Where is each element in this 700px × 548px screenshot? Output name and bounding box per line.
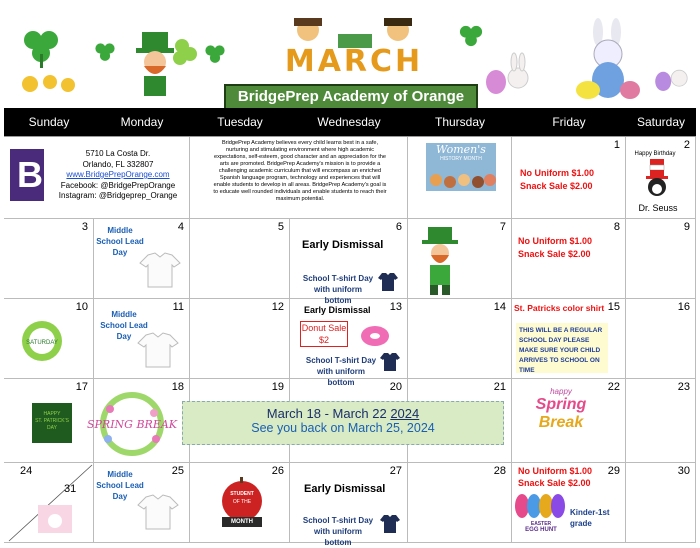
day-cell-27: 27 Early Dismissal School T-shirt Day with uniform bottom (290, 463, 408, 543)
day-cell-13: 13 Early Dismissal Donut Sale $2 School T-shirt Day with uniform bottom (290, 299, 408, 379)
bunny-egg-icon (652, 54, 692, 96)
bunny-card-icon (38, 505, 72, 533)
weekday-label: Friday (552, 115, 586, 129)
no-uniform-event: No Uniform $1.00 (518, 236, 593, 246)
svg-text:SPRING BREAK: SPRING BREAK (86, 418, 178, 431)
day-cell-10: 10 SATURDAY (4, 299, 94, 379)
donut-sale-event: Donut Sale $2 (301, 323, 347, 345)
day-cell-21: 21 (408, 379, 512, 463)
gold-coins-icon (20, 72, 76, 96)
facebook-handle: Facebook: @BridgePrepOrange (60, 180, 176, 190)
day-cell-14: 14 (408, 299, 512, 379)
kinder-grade-event: Kinder-1st grade (570, 508, 610, 528)
school-logo-icon (10, 149, 44, 201)
lucky-wreath-icon (18, 319, 66, 363)
school-tshirt-icon (380, 515, 400, 533)
day-cell-30: 30 (626, 463, 696, 543)
cat-in-hat-icon (640, 159, 674, 199)
instagram-handle: Instagram: @Bridgeprep_Orange (58, 191, 178, 200)
snack-sale-event: Snack Sale $2.00 (520, 181, 593, 191)
spring-break-dates: March 18 - March 22 2024 (266, 406, 420, 421)
weekday-label: Sunday (28, 115, 70, 129)
tshirt-day-event: School T-shirt Day with uniform bottom (302, 516, 374, 547)
month-word: MARCH (284, 44, 424, 79)
day-cell-24-31: 24 31 (4, 463, 94, 543)
svg-text:SATURDAY: SATURDAY (26, 340, 58, 346)
mission-statement: BridgePrep Academy believes every child learns best in a safe, nurturing and stimulating environment where high academic expectations, self-esteem, good character and an appreciation for the arts are promoted. BridgePrep Academy's mission is to provide a challenging academic curriculum that will encompass an enriched Spanish language program, technology and experiences that will enable students to develop in all areas. BridgePrep Academy's goal is to educate well rounded individuals and enable students to reach their maximum potential. (213, 140, 387, 202)
snack-sale-event: Snack Sale $2.00 (518, 478, 591, 488)
day-cell-22: 22 happy Spring Break (512, 379, 626, 463)
svg-text:B: B (17, 154, 43, 195)
easter-egg-hunt-icon: EASTER EGG HUNT (514, 491, 568, 537)
ms-lead-day-event: Middle School Lead Day (100, 310, 148, 341)
calendar-grid (4, 136, 696, 547)
day-cell-25: 25 Middle School Lead Day (94, 463, 190, 543)
st-patricks-shirt-event: St. Patricks color shirt (514, 303, 605, 313)
weekday-label: Saturday (636, 115, 686, 129)
early-dismissal-event: Early Dismissal (304, 305, 371, 315)
mission-cell (190, 137, 408, 219)
day-cell-16: 16 (626, 299, 696, 379)
day-cell-1: 1 No Uniform $1.00 Snack Sale $2.00 (512, 137, 626, 219)
day-cell-17: 17 HAPPY ST. PATRICK'S DAY (4, 379, 94, 463)
address-line: Orlando, FL 332807 (82, 159, 154, 169)
weekday-header (4, 108, 696, 136)
seuss-name: Dr. Seuss (638, 203, 678, 213)
weekday-label: Thursday (434, 115, 486, 129)
no-uniform-event: No Uniform $1.00 (520, 168, 595, 178)
ms-lead-day-event: Middle School Lead Day (96, 470, 144, 501)
weekday-label: Monday (120, 115, 164, 129)
tshirt-day-event: School T-shirt Day with uniform bottom (305, 356, 377, 387)
easter-bunny-icon (568, 18, 648, 102)
day-cell-6: 6 Early Dismissal School T-shirt Day with uniform bottom (290, 219, 408, 299)
day-cell-11: 11 Middle School Lead Day (94, 299, 190, 379)
school-info-cell (4, 137, 190, 219)
early-dismissal-event: Early Dismissal (302, 239, 384, 251)
day-cell-7: 7 (408, 219, 512, 299)
shamrock-icon (18, 26, 64, 70)
seuss-greeting: Happy Birthday (634, 151, 676, 157)
day-cell-3: 3 (4, 219, 94, 299)
calendar-header (0, 0, 700, 104)
day-cell-23: 23 (626, 379, 696, 463)
spring-break-wreath-icon (86, 393, 178, 455)
womens-history-month-icon: Women's HISTORY MONTH (426, 143, 496, 191)
day-cell-5: 5 (190, 219, 290, 299)
shamrock-icon (456, 22, 486, 52)
shamrock-icon (92, 40, 118, 66)
day-cell-12: 12 (190, 299, 290, 379)
st-patricks-day-icon: HAPPY ST. PATRICK'S DAY (32, 403, 72, 443)
day-cell-4: 4 Middle School Lead Day (94, 219, 190, 299)
snack-sale-event: Snack Sale $2.00 (518, 249, 591, 259)
day-cell-2: 2 Happy Birthday Dr. Seuss (626, 137, 696, 219)
school-title: BridgePrep Academy of Orange (224, 84, 478, 110)
address-line: 5710 La Costa Dr. (85, 149, 151, 158)
student-of-month-icon: STUDENT OF THE MONTH (214, 477, 270, 531)
leprechaun-icon (120, 30, 200, 100)
spring-break-banner (182, 401, 504, 445)
uniform-shirt-icon (140, 253, 180, 287)
no-uniform-event: No Uniform $1.00 (518, 466, 593, 476)
school-tshirt-icon (378, 273, 398, 291)
weekday-label: Tuesday (217, 115, 263, 129)
leprechaun-icon (416, 227, 466, 295)
day-cell-28: 28 (408, 463, 512, 543)
school-tshirt-icon (380, 353, 400, 371)
day-cell (408, 137, 512, 219)
donut-icon (360, 325, 390, 347)
early-dismissal-event: Early Dismissal (304, 483, 386, 495)
happy-spring-break-icon: happy Spring Break (535, 387, 587, 431)
day-cell-26: 26 STUDENT OF THE MONTH (190, 463, 290, 543)
uniform-shirt-icon (138, 495, 178, 529)
tshirt-day-event: School T-shirt Day with uniform bottom (302, 274, 374, 305)
day-cell-9: 9 (626, 219, 696, 299)
website-link[interactable]: www.BridgePrepOrange.com (66, 170, 170, 179)
return-date: See you back on March 25, 2024 (251, 421, 435, 435)
ms-lead-day-event: Middle School Lead Day (96, 226, 144, 257)
day-cell-29: 29 No Uniform $1.00 Snack Sale $2.00 EASTER EGG HUNT Kinder-1st grade (512, 463, 626, 543)
bunny-egg-icon (484, 52, 534, 96)
day-cell-15: 15 St. Patricks color shirt THIS WILL BE A REGULAR SCHOOL DAY PLEASE MAKE SURE YOUR CHILD ARRIVES TO SCHOOL ON TIME (512, 299, 626, 379)
shamrock-icon (202, 42, 228, 68)
day-cell-20: 20 (290, 379, 408, 463)
day-cell-8: 8 No Uniform $1.00 Snack Sale $2.00 (512, 219, 626, 299)
weekday-label: Wednesday (317, 115, 381, 129)
regular-day-notice: THIS WILL BE A REGULAR SCHOOL DAY PLEASE MAKE SURE YOUR CHILD ARRIVES TO SCHOOL ON TIME (516, 323, 608, 373)
day-cell-19: 19 (190, 379, 290, 463)
uniform-shirt-icon (138, 333, 178, 367)
day-cell-18: 18 SPRING BREAK (94, 379, 190, 463)
